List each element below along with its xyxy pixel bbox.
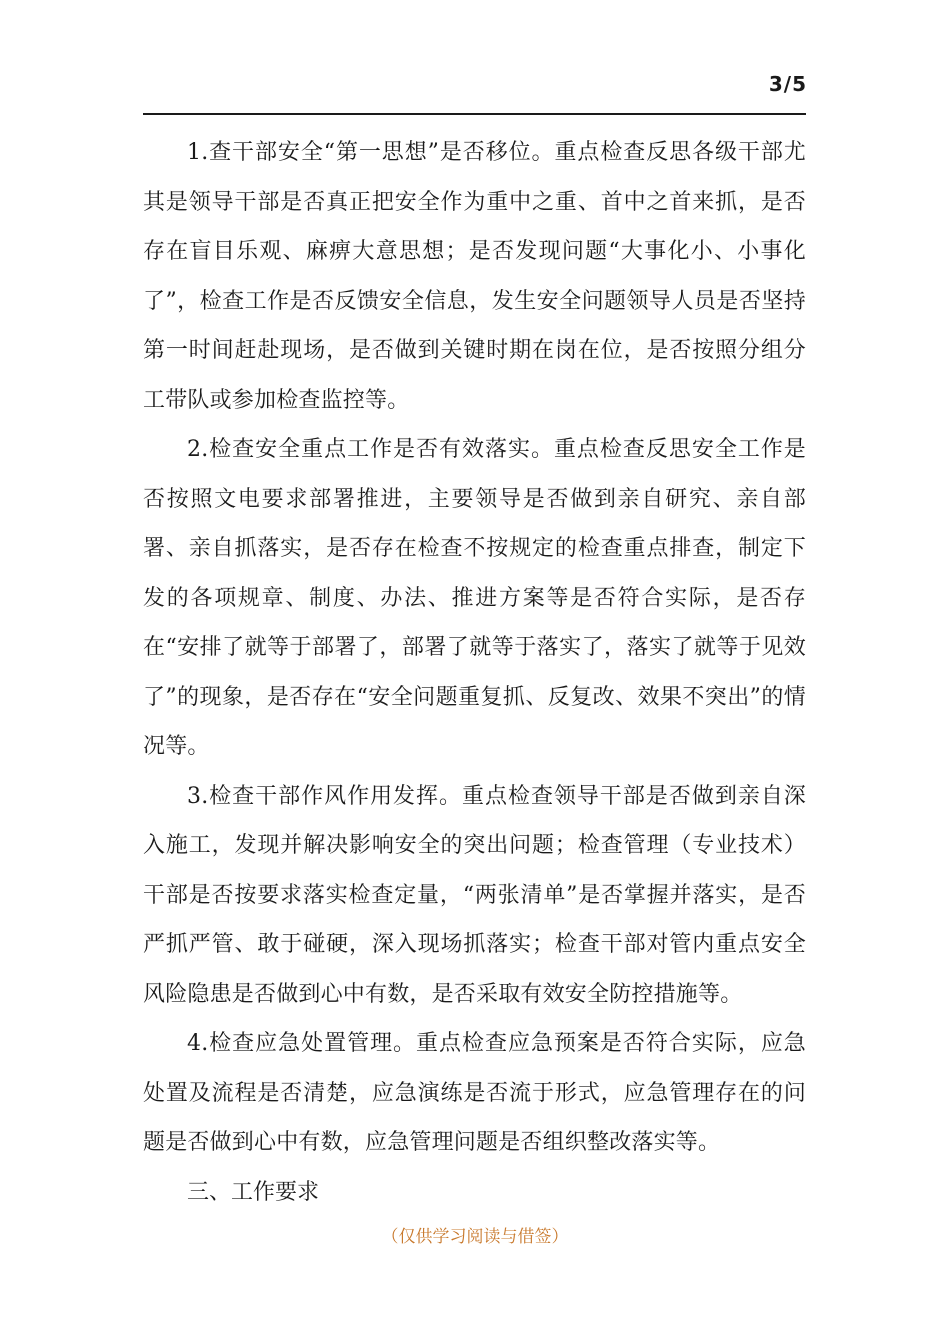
paragraph-4: 4.检查应急处置管理。重点检查应急预案是否符合实际，应急处置及流程是否清楚，应急演练是否流于形式，应急管理存在的问题是否做到心中有数，应急管理问题是否组织整改落实等。 [143,1031,806,1155]
document-body [143,128,806,1217]
page-number: 3/5 [768,72,807,96]
paragraph-3: 3.检查干部作风作用发挥。重点检查领导干部是否做到亲自深入施工，发现并解决影响安全的突出问题；检查管理（专业技术）干部是否按要求落实检查定量，“两张清单”是否掌握并落实，是否严抓严管、敢于碰硬，深入现场抓落实；检查干部对管内重点安全风险隐患是否做到心中有数，是否采取有效安全防控措施等。 [143,783,806,1007]
paragraph-2: 2.检查安全重点工作是否有效落实。重点检查反思安全工作是否按照文电要求部署推进，主要领导是否做到亲自研究、亲自部署、亲自抓落实，是否存在检查不按规定的检查重点排查，制定下发的各项规章、制度、办法、推进方案等是否符合实际，是否存在“安排了就等于部署了，部署了就等于落实了，落实了就等于见效了”的现象，是否存在“安全问题重复抓、反复改、效果不突出”的情况等。 [143,437,806,759]
section-heading: 三、工作要求 [187,1179,320,1205]
header-divider [143,113,806,115]
footer-note: （仅供学习阅读与借签） [381,1227,569,1247]
paragraph-1: 1.查干部安全“第一思想”是否移位。重点检查反思各级干部尤其是领导干部是否真正把安全作为重中之重、首中之首来抓，是否存在盲目乐观、麻痹大意思想；是否发现问题“大事化小、小事化了”，检查工作是否反馈安全信息，发生安全问题领导人员是否坚持第一时间赶赴现场，是否做到关键时期在岗在位，是否按照分组分工带队或参加检查监控等。 [143,140,806,413]
